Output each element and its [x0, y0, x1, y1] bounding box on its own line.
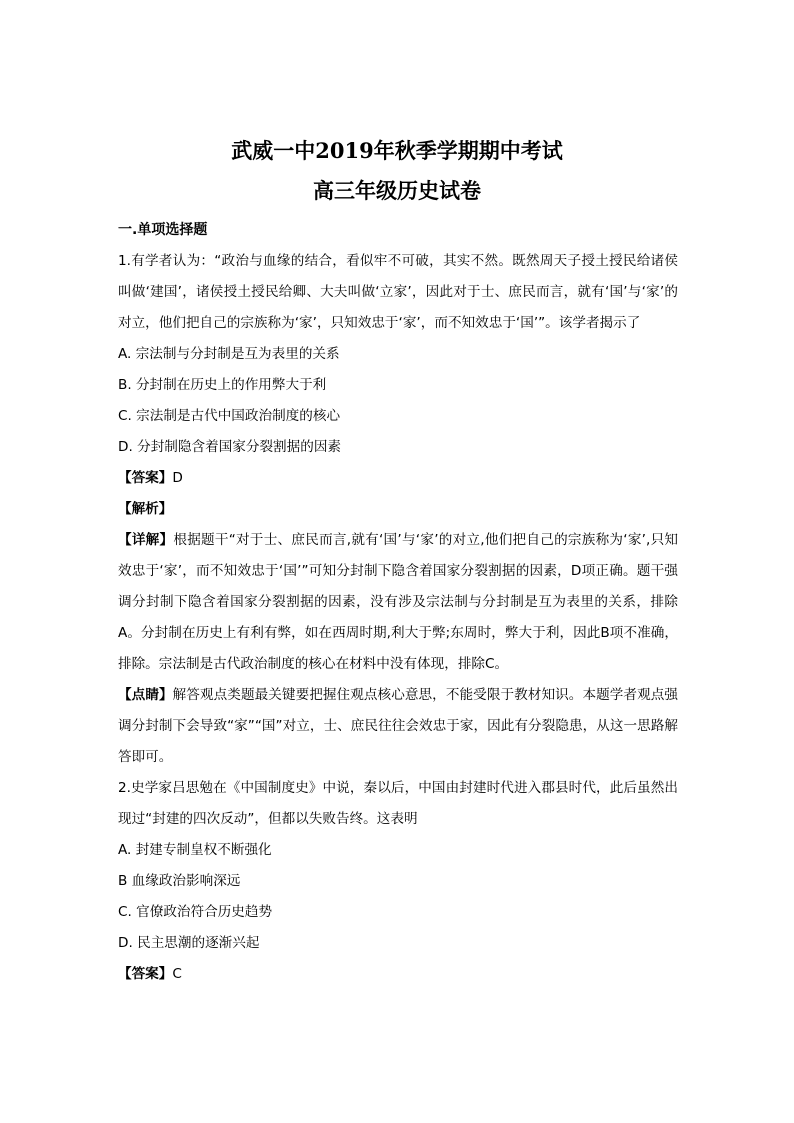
analysis-line — [118, 494, 678, 525]
answer-value: D — [172, 470, 183, 486]
comment-tag: 【点睛】 — [118, 687, 173, 703]
detail-text: 根据题干“对于士、庶民而言,就有‘国’与‘家’的对立,他们把自己的宗族称为‘家’,只知效忠于‘家’，而不知效忠于‘国’”可知分封制下隐含着国家分裂割据的因素，D项正确。题干强调分封制下隐含着国家分裂割据的因素，没有涉及宗法制与分封制是互为表里的关系，排除A。分封制在历史上有利有弊，如在西周时期,利大于弊;东周时，弊大于利，因此B项不准确，排除。宗法制是古代政治制度的核心在材料中没有体现，排除C。 — [118, 532, 679, 672]
option-a: A. 封建专制皇权不断强化 — [118, 842, 272, 858]
option-b: B 血缘政治影响深远 — [118, 873, 241, 889]
analysis-tag: 【解析】 — [118, 501, 173, 517]
question-stem: 1.有学者认为：“政治与血缘的结合，看似牢不可破，其实不然。既然周天子授土授民给诸侯叫做‘建国’，诸侯授土授民给卿、大夫叫做‘立家’，因此对于士、庶民而言，就有‘国’与‘家’的对立，他们把自己的宗族称为‘家’，只知效忠于‘家’，而不知效忠于‘国’”。该学者揭示了 — [118, 253, 678, 331]
option-c: C. 宗法制是古代中国政治制度的核心 — [118, 408, 341, 424]
answer-tag: 【答案】 — [118, 966, 173, 982]
detail-paragraph — [118, 525, 678, 680]
question-2 — [118, 773, 678, 990]
option-b: B. 分封制在历史上的作用弊大于利 — [118, 377, 327, 393]
exam-content — [118, 215, 678, 990]
comment-text: 解答观点类题最关键要把握住观点核心意思，不能受限于教材知识。本题学者观点强调分封制下会导致“家”“国”对立，士、庶民往往会效忠于家，因此有分裂隐患，从这一思路解答即可。 — [118, 687, 678, 765]
option-c: C. 官僚政治符合历史趋势 — [118, 904, 273, 920]
section-heading: 一.单项选择题 — [118, 222, 208, 238]
detail-tag: 【详解】 — [118, 532, 174, 548]
answer-tag: 【答案】 — [118, 470, 173, 486]
option-d: D. 分封制隐含着国家分裂割据的因素 — [118, 439, 342, 455]
comment-paragraph — [118, 680, 678, 773]
question-stem: 2.史学家吕思勉在《中国制度史》中说，秦以后，中国由封建时代进入郡县时代，此后虽然出现过“封建的四次反动”，但都以失败告终。这表明 — [118, 780, 678, 827]
answer-value: C — [172, 966, 182, 982]
question-1 — [118, 246, 678, 773]
answer-line — [118, 959, 678, 990]
exam-subtitle: 高三年级历史试卷 — [313, 178, 481, 203]
exam-title: 武威一中2019年秋季学期期中考试 — [231, 138, 563, 163]
option-d: D. 民主思潮的逐渐兴起 — [118, 935, 260, 951]
option-a: A. 宗法制与分封制是互为表里的关系 — [118, 346, 340, 362]
answer-line — [118, 463, 678, 494]
